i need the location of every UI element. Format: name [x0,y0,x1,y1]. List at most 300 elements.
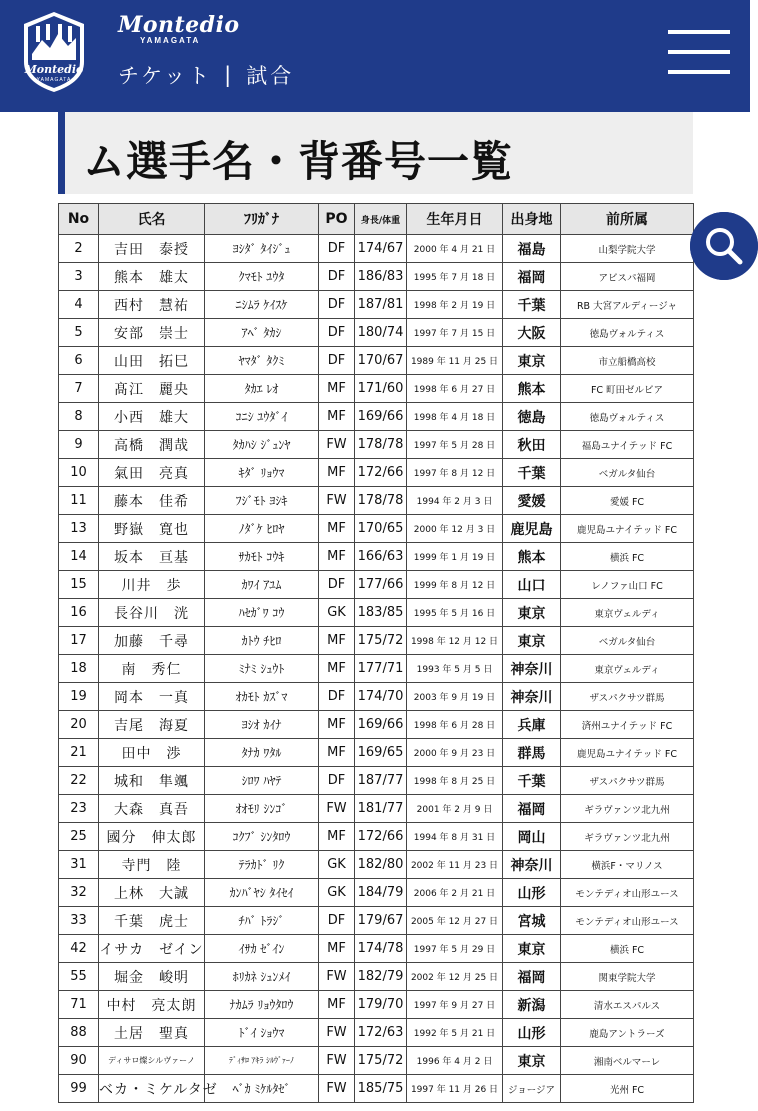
player-birthdate: 1997 年 5 月 29 日 [407,935,503,963]
table-row [59,851,694,879]
badge-wordmark: Montedio [24,63,84,76]
player-birthdate: 1994 年 8 月 31 日 [407,823,503,851]
player-previous-club: 横浜 FC [561,935,694,963]
player-origin: 愛媛 [503,487,561,515]
player-origin: 東京 [503,599,561,627]
player-height-weight: 178/78 [355,487,407,515]
player-origin: 東京 [503,935,561,963]
player-name: 氣田 亮真 [99,459,205,487]
player-birthdate: 2006 年 2 月 21 日 [407,879,503,907]
player-height-weight: 171/60 [355,375,407,403]
player-origin: 群馬 [503,739,561,767]
player-previous-club: 福島ユナイテッド FC [561,431,694,459]
player-name: 川井 歩 [99,571,205,599]
table-row [59,431,694,459]
player-position: MF [319,515,355,543]
player-birthdate: 2005 年 12 月 27 日 [407,907,503,935]
page-title-box [58,112,693,194]
player-number: 55 [59,963,99,991]
player-origin: 熊本 [503,543,561,571]
player-number: 7 [59,375,99,403]
table-row [59,263,694,291]
player-origin: 千葉 [503,459,561,487]
player-name: 熊本 雄太 [99,263,205,291]
player-height-weight: 169/65 [355,739,407,767]
player-kana: ﾎﾘｶﾈ ｼｭﾝﾒｲ [205,963,319,991]
player-birthdate: 1997 年 9 月 27 日 [407,991,503,1019]
player-name: 髙江 麗央 [99,375,205,403]
player-name: 大森 真吾 [99,795,205,823]
player-birthdate: 1998 年 4 月 18 日 [407,403,503,431]
player-height-weight: 170/65 [355,515,407,543]
club-crest-logo[interactable] [20,10,88,94]
player-height-weight: 172/66 [355,823,407,851]
player-origin: 千葉 [503,291,561,319]
player-name: 城和 隼颯 [99,767,205,795]
player-previous-club: 鹿児島ユナイテッド FC [561,515,694,543]
player-name: 中村 亮太朗 [99,991,205,1019]
player-position: MF [319,543,355,571]
table-row [59,1019,694,1047]
col-height-weight: 身長/体重 [355,204,407,235]
player-birthdate: 1992 年 5 月 21 日 [407,1019,503,1047]
player-origin: 福岡 [503,263,561,291]
player-origin: 神奈川 [503,851,561,879]
player-number: 17 [59,627,99,655]
player-height-weight: 184/79 [355,879,407,907]
player-number: 8 [59,403,99,431]
table-row [59,599,694,627]
player-number: 4 [59,291,99,319]
menu-line [668,30,730,34]
page-title: ム選手名・背番号一覧 [83,137,514,186]
header-nav [118,60,294,90]
player-number: 90 [59,1047,99,1075]
table-row [59,319,694,347]
player-name: 長谷川 洸 [99,599,205,627]
player-name: 安部 崇士 [99,319,205,347]
player-kana: ﾁﾊﾞ ﾄﾗｼﾞ [205,907,319,935]
nav-separator: | [224,63,235,87]
player-number: 23 [59,795,99,823]
player-position: MF [319,375,355,403]
player-number: 21 [59,739,99,767]
player-previous-club: ベガルタ仙台 [561,627,694,655]
player-height-weight: 180/74 [355,319,407,347]
player-previous-club: 清水エスパルス [561,991,694,1019]
player-position: FW [319,1047,355,1075]
player-kana: ﾀｶｴ ﾚｵ [205,375,319,403]
table-row [59,459,694,487]
player-origin: 大阪 [503,319,561,347]
player-previous-club: 光州 FC [561,1075,694,1103]
player-previous-club: ベガルタ仙台 [561,459,694,487]
player-position: MF [319,739,355,767]
player-name: イサカ ゼイン [99,935,205,963]
player-name: 吉田 泰授 [99,235,205,263]
player-position: FW [319,487,355,515]
player-kana: ﾃﾞｨｻﾛ ｱｷﾗ ｼﾙｳﾞｧｰﾉ [205,1047,319,1075]
player-position: MF [319,459,355,487]
player-height-weight: 179/67 [355,907,407,935]
player-position: GK [319,599,355,627]
table-row [59,795,694,823]
player-height-weight: 187/81 [355,291,407,319]
player-origin: 岡山 [503,823,561,851]
player-name: 山田 拓巳 [99,347,205,375]
table-header-row [59,204,694,235]
table-row [59,683,694,711]
player-kana: ﾄﾞｲ ｼｮｳﾏ [205,1019,319,1047]
player-previous-club: 東京ヴェルディ [561,599,694,627]
player-origin: 神奈川 [503,683,561,711]
player-kana: ﾖｼｵ ｶｲﾅ [205,711,319,739]
player-previous-club: ギラヴァンツ北九州 [561,823,694,851]
player-position: FW [319,1075,355,1103]
player-previous-club: ザスパクサツ群馬 [561,767,694,795]
player-origin: 東京 [503,347,561,375]
player-kana: ｻｶﾓﾄ ｺｳｷ [205,543,319,571]
player-height-weight: 178/78 [355,431,407,459]
menu-line [668,50,730,54]
player-number: 22 [59,767,99,795]
player-kana: ｼﾛﾜ ﾊﾔﾃ [205,767,319,795]
player-position: DF [319,263,355,291]
player-position: MF [319,823,355,851]
player-height-weight: 169/66 [355,711,407,739]
player-birthdate: 1993 年 5 月 5 日 [407,655,503,683]
player-birthdate: 1998 年 12 月 12 日 [407,627,503,655]
player-name: 坂本 亘基 [99,543,205,571]
player-height-weight: 185/75 [355,1075,407,1103]
player-birthdate: 1998 年 6 月 27 日 [407,375,503,403]
player-previous-club: レノファ山口 FC [561,571,694,599]
player-number: 20 [59,711,99,739]
player-previous-club: 山梨学院大学 [561,235,694,263]
player-kana: ﾊｾｶﾞﾜ ｺｳ [205,599,319,627]
player-kana: ｵｵﾓﾘ ｼﾝｺﾞ [205,795,319,823]
player-previous-club: 済州ユナイテッド FC [561,711,694,739]
player-previous-club: モンテディオ山形ユース [561,907,694,935]
player-name: 上林 大誠 [99,879,205,907]
site-header [0,0,750,112]
player-name: 岡本 一真 [99,683,205,711]
player-origin: 千葉 [503,767,561,795]
player-height-weight: 183/85 [355,599,407,627]
player-height-weight: 179/70 [355,991,407,1019]
player-number: 10 [59,459,99,487]
player-kana: ﾔﾏﾀﾞ ﾀｸﾐ [205,347,319,375]
player-previous-club: 鹿島アントラーズ [561,1019,694,1047]
player-previous-club: 関東学院大学 [561,963,694,991]
player-name: 西村 慧祐 [99,291,205,319]
player-name: 野嶽 寛也 [99,515,205,543]
player-height-weight: 186/83 [355,263,407,291]
table-row [59,1047,694,1075]
player-kana: ﾖｼﾀﾞ ﾀｲｼﾞｭ [205,235,319,263]
table-row [59,627,694,655]
player-origin: 徳島 [503,403,561,431]
player-origin: 山口 [503,571,561,599]
player-number: 3 [59,263,99,291]
player-name: 土居 聖真 [99,1019,205,1047]
player-number: 2 [59,235,99,263]
col-birthdate: 生年月日 [407,204,503,235]
player-position: MF [319,627,355,655]
player-kana: ﾃﾗｶﾄﾞ ﾘｸ [205,851,319,879]
player-origin: ジョージア [503,1075,561,1103]
table-row [59,515,694,543]
player-birthdate: 2001 年 2 月 9 日 [407,795,503,823]
player-origin: 山形 [503,879,561,907]
player-name: 加藤 千尋 [99,627,205,655]
player-height-weight: 177/66 [355,571,407,599]
player-name: 小西 雄大 [99,403,205,431]
player-origin: 新潟 [503,991,561,1019]
player-number: 11 [59,487,99,515]
player-number: 42 [59,935,99,963]
player-birthdate: 2003 年 9 月 19 日 [407,683,503,711]
player-position: DF [319,291,355,319]
col-kana: ﾌﾘｶﾞﾅ [205,204,319,235]
table-row [59,935,694,963]
player-origin: 鹿児島 [503,515,561,543]
table-row [59,767,694,795]
player-birthdate: 1998 年 6 月 28 日 [407,711,503,739]
player-kana: ﾀｶﾊｼ ｼﾞｭﾝﾔ [205,431,319,459]
nav-ticket-link[interactable]: チケット [118,64,213,88]
player-height-weight: 175/72 [355,1047,407,1075]
player-number: 14 [59,543,99,571]
player-kana: ｺｸﾌﾞ ｼﾝﾀﾛｳ [205,823,319,851]
player-origin: 東京 [503,1047,561,1075]
table-row [59,1075,694,1103]
player-origin: 秋田 [503,431,561,459]
player-number: 13 [59,515,99,543]
table-row [59,375,694,403]
player-birthdate: 1995 年 7 月 18 日 [407,263,503,291]
player-number: 6 [59,347,99,375]
player-number: 9 [59,431,99,459]
player-birthdate: 2000 年 9 月 23 日 [407,739,503,767]
player-kana: ﾉﾀﾞｹ ﾋﾛﾔ [205,515,319,543]
player-kana: ﾅｶﾑﾗ ﾘｮｳﾀﾛｳ [205,991,319,1019]
player-name: ディサロ燦シルヴァーノ [99,1047,205,1075]
col-previous-club: 前所属 [561,204,694,235]
player-position: DF [319,347,355,375]
player-position: DF [319,683,355,711]
table-row [59,347,694,375]
player-birthdate: 2000 年 12 月 3 日 [407,515,503,543]
table-row [59,879,694,907]
hamburger-menu-icon[interactable] [668,30,730,76]
col-origin: 出身地 [503,204,561,235]
player-name: 藤本 佳希 [99,487,205,515]
table-row [59,963,694,991]
col-position: PO [319,204,355,235]
player-previous-club: RB 大宮アルディージャ [561,291,694,319]
table-row [59,907,694,935]
player-previous-club: モンテディオ山形ユース [561,879,694,907]
col-name: 氏名 [99,204,205,235]
player-number: 33 [59,907,99,935]
player-kana: ｶﾜｲ ｱﾕﾑ [205,571,319,599]
player-birthdate: 1999 年 1 月 19 日 [407,543,503,571]
player-origin: 山形 [503,1019,561,1047]
player-kana: ｵｶﾓﾄ ｶｽﾞﾏ [205,683,319,711]
player-origin: 神奈川 [503,655,561,683]
table-row [59,487,694,515]
player-height-weight: 169/66 [355,403,407,431]
player-kana: ﾍﾞｶ ﾐｹﾙﾀｾﾞ [205,1075,319,1103]
player-name: 國分 伸太郎 [99,823,205,851]
brand-wordmark: Montedio [118,12,240,38]
player-number: 25 [59,823,99,851]
player-name: 吉尾 海夏 [99,711,205,739]
player-position: DF [319,767,355,795]
player-birthdate: 1995 年 5 月 16 日 [407,599,503,627]
player-position: DF [319,907,355,935]
player-birthdate: 2000 年 4 月 21 日 [407,235,503,263]
player-height-weight: 181/77 [355,795,407,823]
player-birthdate: 1996 年 4 月 2 日 [407,1047,503,1075]
player-kana: ﾌｼﾞﾓﾄ ﾖｼｷ [205,487,319,515]
player-previous-club: 東京ヴェルディ [561,655,694,683]
player-origin: 兵庫 [503,711,561,739]
player-previous-club: 湘南ベルマーレ [561,1047,694,1075]
player-position: FW [319,431,355,459]
table-row [59,235,694,263]
player-previous-club: アビスパ福岡 [561,263,694,291]
player-name: 田中 渉 [99,739,205,767]
player-number: 5 [59,319,99,347]
player-number: 32 [59,879,99,907]
player-height-weight: 172/63 [355,1019,407,1047]
player-previous-club: 愛媛 FC [561,487,694,515]
player-number: 18 [59,655,99,683]
player-birthdate: 1994 年 2 月 3 日 [407,487,503,515]
player-position: DF [319,571,355,599]
player-position: MF [319,655,355,683]
player-origin: 福岡 [503,963,561,991]
player-birthdate: 1997 年 7 月 15 日 [407,319,503,347]
player-birthdate: 1997 年 5 月 28 日 [407,431,503,459]
player-kana: ｱﾍﾞ ﾀｶｼ [205,319,319,347]
player-number: 31 [59,851,99,879]
player-height-weight: 166/63 [355,543,407,571]
player-previous-club: 横浜F・マリノス [561,851,694,879]
nav-match-link[interactable]: 試合 [246,64,295,88]
player-previous-club: 徳島ヴォルティス [561,403,694,431]
player-height-weight: 174/78 [355,935,407,963]
player-kana: ｷﾀﾞ ﾘｮｳﾏ [205,459,319,487]
player-position: FW [319,795,355,823]
table-row [59,823,694,851]
player-origin: 宮城 [503,907,561,935]
player-previous-club: ザスパクサツ群馬 [561,683,694,711]
player-height-weight: 182/80 [355,851,407,879]
table-row [59,991,694,1019]
table-row [59,711,694,739]
player-previous-club: 横浜 FC [561,543,694,571]
brand[interactable] [118,14,240,46]
player-height-weight: 172/66 [355,459,407,487]
col-no: No [59,204,99,235]
player-position: MF [319,935,355,963]
player-height-weight: 174/67 [355,235,407,263]
player-kana: ﾐﾅﾐ ｼｭｳﾄ [205,655,319,683]
player-name: ベカ・ミケルタゼ [99,1075,205,1103]
player-name: 千葉 虎士 [99,907,205,935]
table-row [59,739,694,767]
player-kana: ｸﾏﾓﾄ ﾕｳﾀ [205,263,319,291]
player-birthdate: 1997 年 11 月 26 日 [407,1075,503,1103]
search-button[interactable] [690,212,758,280]
table-row [59,291,694,319]
player-previous-club: ギラヴァンツ北九州 [561,795,694,823]
player-name: 高橋 潤哉 [99,431,205,459]
player-name: 南 秀仁 [99,655,205,683]
player-name: 堀金 峻明 [99,963,205,991]
player-height-weight: 187/77 [355,767,407,795]
player-birthdate: 1998 年 8 月 25 日 [407,767,503,795]
player-height-weight: 175/72 [355,627,407,655]
player-height-weight: 170/67 [355,347,407,375]
player-position: MF [319,711,355,739]
player-number: 71 [59,991,99,1019]
table-row [59,543,694,571]
player-kana: ﾆｼﾑﾗ ｹｲｽｹ [205,291,319,319]
player-kana: ｲｻｶ ｾﾞｲﾝ [205,935,319,963]
player-birthdate: 1998 年 2 月 19 日 [407,291,503,319]
player-number: 88 [59,1019,99,1047]
player-previous-club: FC 町田ゼルビア [561,375,694,403]
badge-sub: YAMAGATA [36,77,72,83]
player-table [58,203,694,1103]
player-position: DF [319,319,355,347]
player-kana: ｶﾝﾊﾞﾔｼ ﾀｲｾｲ [205,879,319,907]
player-position: GK [319,879,355,907]
player-position: MF [319,403,355,431]
player-position: FW [319,963,355,991]
player-number: 16 [59,599,99,627]
player-height-weight: 182/79 [355,963,407,991]
player-origin: 東京 [503,627,561,655]
brand-sub: YAMAGATA [140,36,201,45]
player-previous-club: 市立船橋高校 [561,347,694,375]
player-previous-club: 徳島ヴォルティス [561,319,694,347]
menu-line [668,70,730,74]
player-position: FW [319,1019,355,1047]
player-origin: 福岡 [503,795,561,823]
player-origin: 熊本 [503,375,561,403]
table-row [59,571,694,599]
player-number: 19 [59,683,99,711]
player-kana: ﾀﾅｶ ﾜﾀﾙ [205,739,319,767]
player-position: GK [319,851,355,879]
player-kana: ｶﾄｳ ﾁﾋﾛ [205,627,319,655]
table-row [59,655,694,683]
player-name: 寺門 陸 [99,851,205,879]
player-origin: 福島 [503,235,561,263]
player-height-weight: 177/71 [355,655,407,683]
player-kana: ｺﾆｼ ﾕｳﾀﾞｲ [205,403,319,431]
player-birthdate: 1997 年 8 月 12 日 [407,459,503,487]
player-previous-club: 鹿児島ユナイテッド FC [561,739,694,767]
player-number: 15 [59,571,99,599]
table-row [59,403,694,431]
player-number: 99 [59,1075,99,1103]
